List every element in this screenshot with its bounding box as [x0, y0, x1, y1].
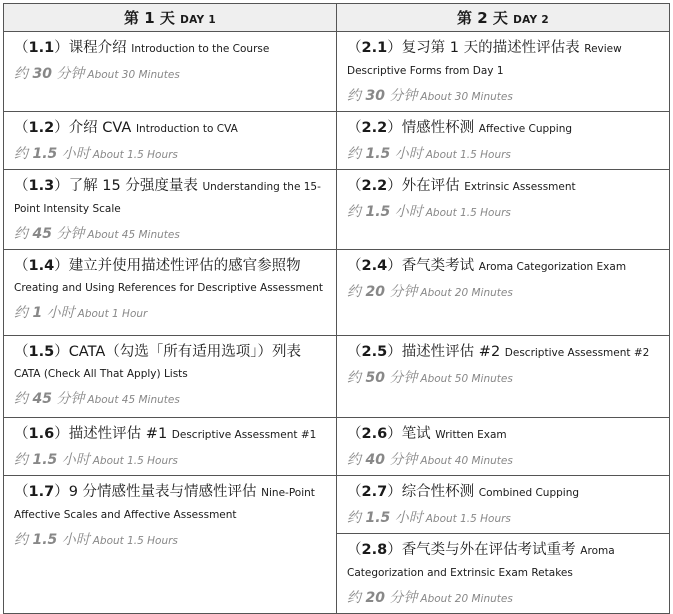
paren-open: （ — [347, 120, 362, 136]
session-title-zh: CATA（勾选「所有适用选项」）列表 — [68, 344, 302, 360]
duration-number: 50 — [365, 370, 385, 386]
duration-zh — [14, 452, 90, 468]
session-cell — [4, 170, 336, 249]
day2-cell — [337, 112, 670, 170]
day1-cell — [4, 476, 337, 614]
duration-number: 1.5 — [32, 532, 58, 548]
paren-close: ） — [54, 40, 69, 56]
duration-en: About 20 Minutes — [420, 593, 513, 605]
session-number: 1.1 — [28, 40, 55, 56]
day1-cell — [4, 418, 337, 476]
duration-prefix: 约 — [347, 590, 361, 606]
session-title-zh: 综合性杯测 — [401, 484, 475, 500]
duration-unit: 分钟 — [56, 391, 85, 407]
duration-prefix: 约 — [347, 452, 361, 468]
duration-unit: 分钟 — [389, 370, 418, 386]
duration-unit: 分钟 — [389, 88, 418, 104]
session-title-en: Nine-Point Affective Scales and Affective Assessment — [14, 487, 315, 521]
day2-cell — [337, 534, 670, 614]
session-duration — [14, 389, 327, 409]
duration-unit: 小时 — [61, 532, 90, 548]
day2-header-zh: 第 2 天 — [456, 9, 508, 27]
session-number: 1.3 — [28, 178, 55, 194]
session-title-zh: 建立并使用描述性评估的感官参照物 — [68, 258, 301, 274]
paren-open: （ — [14, 484, 29, 500]
duration-number: 1.5 — [365, 510, 391, 526]
day2-cell — [337, 170, 670, 250]
duration-number: 1.5 — [365, 146, 391, 162]
duration-en: About 1.5 Hours — [425, 513, 511, 525]
day2-cell — [337, 418, 670, 476]
session-title — [14, 482, 327, 526]
session-title — [14, 38, 327, 60]
session-cell — [337, 250, 669, 307]
duration-unit: 小时 — [394, 510, 423, 526]
paren-open: （ — [347, 258, 362, 274]
duration-number: 45 — [32, 391, 52, 407]
session-duration — [14, 303, 327, 323]
session-title — [347, 38, 660, 82]
paren-open: （ — [347, 178, 362, 194]
session-duration — [14, 450, 327, 470]
duration-prefix: 约 — [14, 146, 28, 162]
day2-cell — [337, 476, 670, 534]
paren-close: ） — [54, 344, 69, 360]
session-title-en: Creating and Using References for Descriptive Assessment — [14, 282, 324, 294]
duration-en: About 30 Minutes — [420, 91, 513, 103]
paren-open: （ — [14, 178, 29, 194]
duration-number: 1.5 — [365, 204, 391, 220]
duration-number: 40 — [365, 452, 385, 468]
day1-cell — [4, 250, 337, 336]
session-cell — [4, 418, 336, 475]
paren-close: ） — [387, 484, 402, 500]
duration-prefix: 约 — [347, 88, 361, 104]
duration-zh — [14, 66, 84, 82]
session-title — [14, 342, 327, 385]
paren-close: ） — [387, 258, 402, 274]
duration-zh — [347, 370, 417, 386]
duration-unit: 分钟 — [56, 226, 85, 242]
duration-zh — [347, 510, 423, 526]
session-title-en: Combined Cupping — [478, 487, 580, 499]
day2-cell — [337, 250, 670, 336]
duration-zh — [347, 146, 423, 162]
day1-header — [4, 4, 337, 32]
session-title — [347, 256, 660, 278]
duration-zh — [14, 532, 90, 548]
paren-close: ） — [387, 178, 402, 194]
duration-prefix: 约 — [347, 204, 361, 220]
duration-unit: 小时 — [61, 452, 90, 468]
session-title-zh: 课程介绍 — [68, 40, 127, 56]
session-title-en: Extrinsic Assessment — [464, 181, 576, 193]
duration-zh — [347, 88, 417, 104]
paren-open: （ — [347, 484, 362, 500]
session-title-en: Descriptive Assessment #2 — [504, 347, 650, 359]
session-title-en: Understanding the 15-Point Intensity Scale — [14, 181, 321, 215]
session-title-zh: 复习第 1 天的描述性评估表 — [401, 40, 580, 56]
paren-open: （ — [14, 258, 29, 274]
day2-header-en: DAY 2 — [513, 14, 550, 26]
duration-zh — [347, 284, 417, 300]
session-title-zh: 情感性杯测 — [401, 120, 475, 136]
session-title-en: Aroma Categorization Exam — [478, 261, 627, 273]
paren-open: （ — [14, 40, 29, 56]
duration-en: About 1 Hour — [77, 308, 148, 320]
paren-open: （ — [347, 426, 362, 442]
duration-zh — [347, 590, 417, 606]
session-title — [347, 342, 660, 364]
session-cell — [337, 336, 669, 393]
duration-en: About 1.5 Hours — [425, 207, 511, 219]
session-number: 2.2 — [361, 178, 388, 194]
paren-close: ） — [54, 120, 69, 136]
session-cell — [4, 476, 336, 555]
session-title — [14, 256, 327, 299]
session-title — [347, 118, 660, 140]
duration-prefix: 约 — [347, 284, 361, 300]
session-duration — [14, 144, 327, 164]
duration-zh — [14, 391, 84, 407]
duration-prefix: 约 — [14, 452, 28, 468]
session-title-zh: 介绍 CVA — [68, 120, 132, 136]
session-number: 1.6 — [28, 426, 55, 442]
session-title — [347, 540, 660, 584]
session-cell — [4, 32, 336, 89]
session-duration — [14, 64, 327, 84]
duration-number: 45 — [32, 226, 52, 242]
paren-close: ） — [387, 40, 402, 56]
duration-unit: 小时 — [46, 305, 75, 321]
paren-open: （ — [14, 426, 29, 442]
duration-en: About 40 Minutes — [420, 455, 513, 467]
session-title-en: CATA (Check All That Apply) Lists — [14, 368, 188, 380]
session-cell — [4, 250, 336, 328]
duration-unit: 分钟 — [389, 452, 418, 468]
session-number: 1.4 — [28, 258, 55, 274]
day1-cell — [4, 32, 337, 112]
session-title — [14, 424, 327, 446]
duration-zh — [14, 146, 90, 162]
session-title-en: Introduction to the Course — [131, 43, 270, 55]
paren-open: （ — [347, 542, 362, 558]
session-cell — [337, 476, 669, 533]
session-title-zh: 笔试 — [401, 426, 431, 442]
duration-en: About 1.5 Hours — [92, 535, 178, 547]
day1-cell — [4, 112, 337, 170]
paren-open: （ — [347, 40, 362, 56]
day1-cell — [4, 336, 337, 418]
duration-en: About 1.5 Hours — [92, 149, 178, 161]
session-title — [347, 482, 660, 504]
duration-zh — [347, 204, 423, 220]
table-row — [4, 336, 670, 418]
duration-prefix: 约 — [347, 146, 361, 162]
paren-open: （ — [14, 344, 29, 360]
paren-close: ） — [54, 426, 69, 442]
table-row — [4, 476, 670, 534]
session-number: 1.2 — [28, 120, 55, 136]
session-title-en: Aroma Categorization and Extrinsic Exam Retakes — [347, 545, 615, 579]
table-row — [4, 112, 670, 170]
session-cell — [4, 112, 336, 169]
duration-number: 20 — [365, 284, 385, 300]
duration-en: About 45 Minutes — [87, 229, 180, 241]
session-title — [347, 176, 660, 198]
session-title-zh: 香气类与外在评估考试重考 — [401, 542, 576, 558]
session-cell — [337, 418, 669, 475]
session-title-zh: 外在评估 — [401, 178, 460, 194]
duration-en: About 50 Minutes — [420, 373, 513, 385]
schedule-table — [3, 3, 670, 614]
session-cell — [337, 170, 669, 227]
table-row — [4, 250, 670, 336]
duration-prefix: 约 — [14, 66, 28, 82]
duration-prefix: 约 — [14, 532, 28, 548]
table-row — [4, 418, 670, 476]
session-duration — [347, 368, 660, 388]
table-row — [4, 170, 670, 250]
session-duration — [347, 508, 660, 528]
session-cell — [337, 112, 669, 169]
duration-prefix: 约 — [347, 370, 361, 386]
session-number: 2.5 — [361, 344, 388, 360]
duration-number: 30 — [32, 66, 52, 82]
session-number: 1.5 — [28, 344, 55, 360]
duration-number: 30 — [365, 88, 385, 104]
duration-number: 1.5 — [32, 146, 58, 162]
duration-en: About 1.5 Hours — [425, 149, 511, 161]
duration-unit: 小时 — [394, 146, 423, 162]
session-number: 2.6 — [361, 426, 388, 442]
duration-en: About 1.5 Hours — [92, 455, 178, 467]
session-title-zh: 了解 15 分强度量表 — [68, 178, 198, 194]
duration-unit: 分钟 — [389, 590, 418, 606]
session-title — [347, 424, 660, 446]
duration-number: 1.5 — [32, 452, 58, 468]
session-number: 2.2 — [361, 120, 388, 136]
day1-cell — [4, 170, 337, 250]
paren-close: ） — [387, 426, 402, 442]
session-cell — [337, 534, 669, 613]
duration-en: About 20 Minutes — [420, 287, 513, 299]
session-number: 1.7 — [28, 484, 55, 500]
duration-zh — [14, 226, 84, 242]
duration-unit: 小时 — [61, 146, 90, 162]
session-title — [14, 118, 327, 140]
paren-close: ） — [387, 344, 402, 360]
day2-cell — [337, 32, 670, 112]
duration-prefix: 约 — [14, 305, 28, 321]
day2-header — [337, 4, 670, 32]
duration-prefix: 约 — [14, 226, 28, 242]
session-duration — [14, 530, 327, 550]
paren-close: ） — [54, 258, 69, 274]
session-title-zh: 9 分情感性量表与情感性评估 — [68, 484, 257, 500]
paren-close: ） — [54, 178, 69, 194]
paren-close: ） — [54, 484, 69, 500]
duration-number: 1 — [32, 305, 43, 321]
session-title-en: Affective Cupping — [478, 123, 573, 135]
session-number: 2.8 — [361, 542, 388, 558]
session-number: 2.4 — [361, 258, 388, 274]
duration-zh — [14, 305, 75, 321]
session-title-zh: 香气类考试 — [401, 258, 475, 274]
paren-close: ） — [387, 120, 402, 136]
duration-prefix: 约 — [347, 510, 361, 526]
duration-en: About 45 Minutes — [87, 394, 180, 406]
session-duration — [347, 202, 660, 222]
duration-zh — [347, 452, 417, 468]
duration-en: About 30 Minutes — [87, 69, 180, 81]
session-title-en: Descriptive Assessment #1 — [171, 429, 317, 441]
duration-prefix: 约 — [14, 391, 28, 407]
paren-open: （ — [14, 120, 29, 136]
session-duration — [347, 588, 660, 608]
header-row — [4, 4, 670, 32]
paren-close: ） — [387, 542, 402, 558]
session-title — [14, 176, 327, 220]
paren-open: （ — [347, 344, 362, 360]
duration-unit: 分钟 — [56, 66, 85, 82]
session-title-zh: 描述性评估 #1 — [68, 426, 168, 442]
session-duration — [14, 224, 327, 244]
session-duration — [347, 86, 660, 106]
session-title-zh: 描述性评估 #2 — [401, 344, 501, 360]
session-cell — [337, 32, 669, 111]
session-number: 2.1 — [361, 40, 388, 56]
day2-cell — [337, 336, 670, 418]
session-duration — [347, 144, 660, 164]
day1-header-en: DAY 1 — [180, 14, 217, 26]
session-cell — [4, 336, 336, 414]
day1-header-zh: 第 1 天 — [123, 9, 175, 27]
table-row — [4, 32, 670, 112]
session-title-en: Review Descriptive Forms from Day 1 — [347, 43, 622, 77]
session-title-en: Introduction to CVA — [135, 123, 238, 135]
duration-unit: 小时 — [394, 204, 423, 220]
duration-number: 20 — [365, 590, 385, 606]
session-number: 2.7 — [361, 484, 388, 500]
duration-unit: 分钟 — [389, 284, 418, 300]
session-duration — [347, 450, 660, 470]
session-duration — [347, 282, 660, 302]
session-title-en: Written Exam — [435, 429, 507, 441]
